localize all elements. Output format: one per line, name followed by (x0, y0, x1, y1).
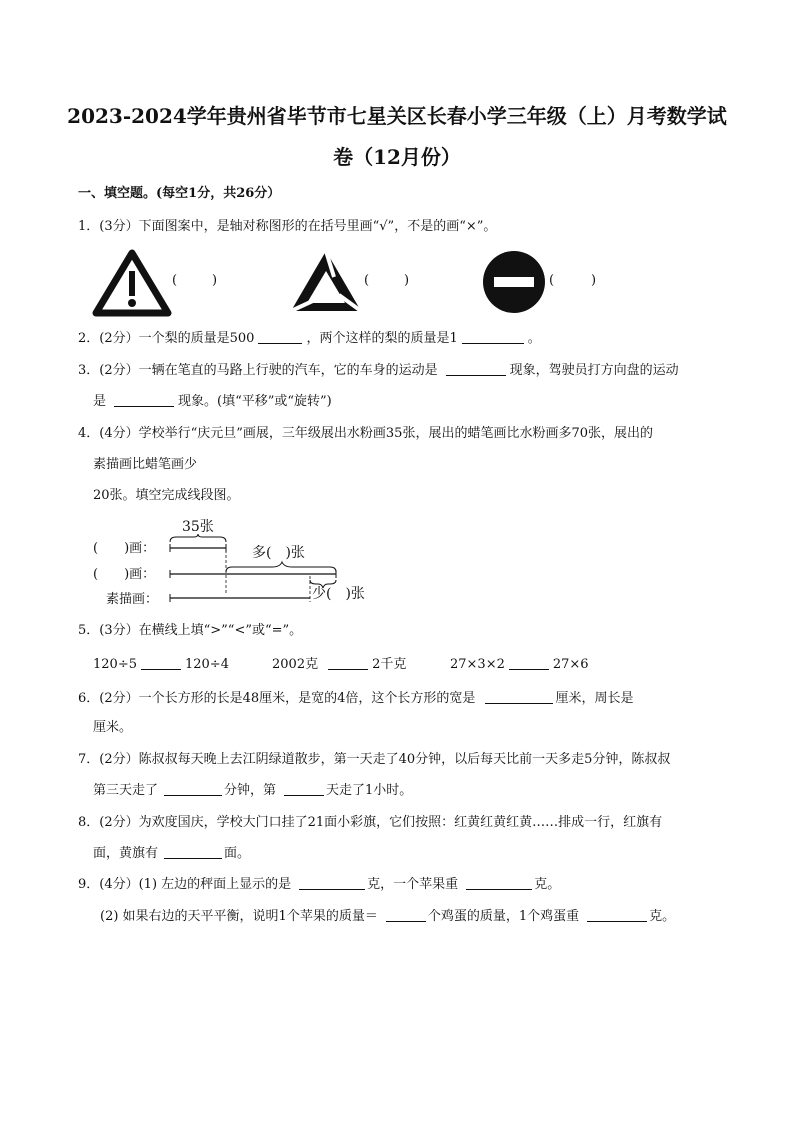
q9-line1 (78, 877, 560, 893)
q1-paren-open-2: ( (364, 273, 370, 288)
q8-line2 (93, 846, 250, 862)
q7-blank-2[interactable] (284, 783, 324, 796)
q3-line2 (93, 394, 332, 410)
q1-paren-close-2: ) (404, 273, 410, 288)
q9-line2 (100, 909, 675, 925)
q6-line1 (78, 691, 633, 707)
q7-line2 (93, 783, 412, 799)
q3-blank-1[interactable] (446, 363, 506, 376)
q3-blank-2[interactable] (114, 394, 174, 407)
q5-c2-right: 2千克 (372, 657, 407, 672)
q9-text-a: 9．(4分）(1) 左边的秤面上显示的是 (78, 877, 292, 892)
q6-text-a: 6．(2分）一个长方形的长是48厘米，是宽的4倍，这个长方形的宽是 (78, 691, 476, 706)
q9-text-b: 克，一个苹果重 (367, 877, 459, 892)
q3-text-d: 现象。(填“平移”或“旋转”) (178, 394, 332, 409)
q9-text-c: 克。 (534, 877, 561, 892)
q7-blank-1[interactable] (164, 783, 222, 796)
q5-c1-right: 120÷4 (184, 657, 229, 672)
q9-text-d: (2) 如果右边的天平平衡，说明1个苹果的质量＝ (100, 909, 378, 924)
no-entry-sign-icon (482, 250, 546, 314)
diagram-row3-label: 素描画： (106, 592, 159, 607)
q5-compare-2 (272, 657, 406, 673)
q2-blank-1[interactable] (258, 331, 302, 344)
q9-blank-4[interactable] (587, 909, 647, 922)
q2-text-b: ，两个这样的梨的质量是1 (306, 331, 458, 346)
q5-blank-2[interactable] (328, 657, 368, 670)
q5-compare-1 (93, 657, 229, 673)
q8-blank-1[interactable] (164, 846, 222, 859)
q9-text-e: 个鸡蛋的质量，1个鸡蛋重 (427, 909, 580, 924)
q2-text-a: 2．(2分）一个梨的质量是500 (78, 331, 255, 346)
q9-blank-3[interactable] (386, 909, 426, 922)
warning-sign-icon (94, 250, 170, 316)
q1-text: 1．(3分）下面图案中，是轴对称图形的在括号里画“√”，不是的画“×”。 (78, 219, 497, 234)
q4-line3: 20张。填空完成线段图。 (93, 488, 240, 503)
q5-c1-left: 120÷5 (93, 657, 137, 672)
q5-c3-right: 27×6 (552, 657, 589, 672)
title-line-1: 2023-2024学年贵州省毕节市七星关区长春小学三年级（上）月考数学试 (67, 104, 727, 128)
diagram-less-label[interactable]: 少( )张 (312, 586, 365, 602)
q3-text-b: 现象，驾驶员打方向盘的运动 (509, 363, 679, 378)
recycle-symbol-icon (289, 249, 363, 313)
q1-paren-close-1: ) (212, 273, 218, 288)
q1-paren-open-3: ( (549, 273, 555, 288)
q9-blank-2[interactable] (466, 877, 532, 890)
q5-blank-3[interactable] (509, 657, 549, 670)
title-line-2: 卷（12月份） (333, 145, 461, 169)
q5-blank-1[interactable] (141, 657, 181, 670)
diagram-top-label: 35张 (182, 519, 214, 535)
q3-text-c: 是 (93, 394, 107, 409)
q2-text-c: 。 (527, 331, 541, 346)
q4-line2: 素描画比蜡笔画少 (93, 457, 198, 472)
q9-text-f: 克。 (649, 909, 676, 924)
q5-text: 5．(3分）在横线上填“>”“<”或“=”。 (78, 623, 303, 638)
q8-text-c: 面。 (224, 846, 251, 861)
q3-line1 (78, 363, 679, 379)
q1-paren-open-1: ( (172, 273, 178, 288)
q5-compare-3 (450, 657, 589, 673)
q6-text-b: 厘米，周长是 (555, 691, 634, 706)
q7-line1: 7．(2分）陈叔叔每天晚上去江阴绿道散步，第一天走了40分钟，以后每天比前一天多走5分钟，陈叔叔 (78, 752, 671, 767)
q8-text-b: 面，黄旗有 (93, 846, 159, 861)
q7-text-d: 天走了1小时。 (326, 783, 413, 798)
q1-paren-close-3: ) (591, 273, 597, 288)
q9-blank-1[interactable] (299, 877, 365, 890)
q2 (78, 331, 541, 347)
q6-line2: 厘米。 (93, 720, 133, 735)
q4-line1: 4．(4分）学校举行“庆元旦”画展，三年级展出水粉画35张，展出的蜡笔画比水粉画多70张，展出的 (78, 426, 653, 441)
q3-text-a: 3．(2分）一辆在笔直的马路上行驶的汽车，它的车身的运动是 (78, 363, 438, 378)
q6-blank-1[interactable] (485, 691, 553, 704)
diagram-segments (160, 534, 350, 604)
q5-c3-left: 27×3×2 (450, 657, 505, 672)
q2-blank-2[interactable] (462, 331, 524, 344)
q7-text-c: 分钟，第 (224, 783, 277, 798)
q8-line1: 8．(2分）为欢度国庆，学校大门口挂了21面小彩旗，它们按照：红黄红黄红黄……排成一行，红旗有 (78, 815, 663, 830)
q7-text-b: 第三天走了 (93, 783, 159, 798)
diagram-row1-label: ( )画： (93, 541, 156, 556)
q5-c2-left: 2002克 (272, 657, 319, 672)
diagram-more-label[interactable]: 多( )张 (252, 545, 305, 561)
section-heading: 一、填空题。(每空1分，共26分） (78, 186, 281, 201)
diagram-row2-label: ( )画： (93, 567, 156, 582)
